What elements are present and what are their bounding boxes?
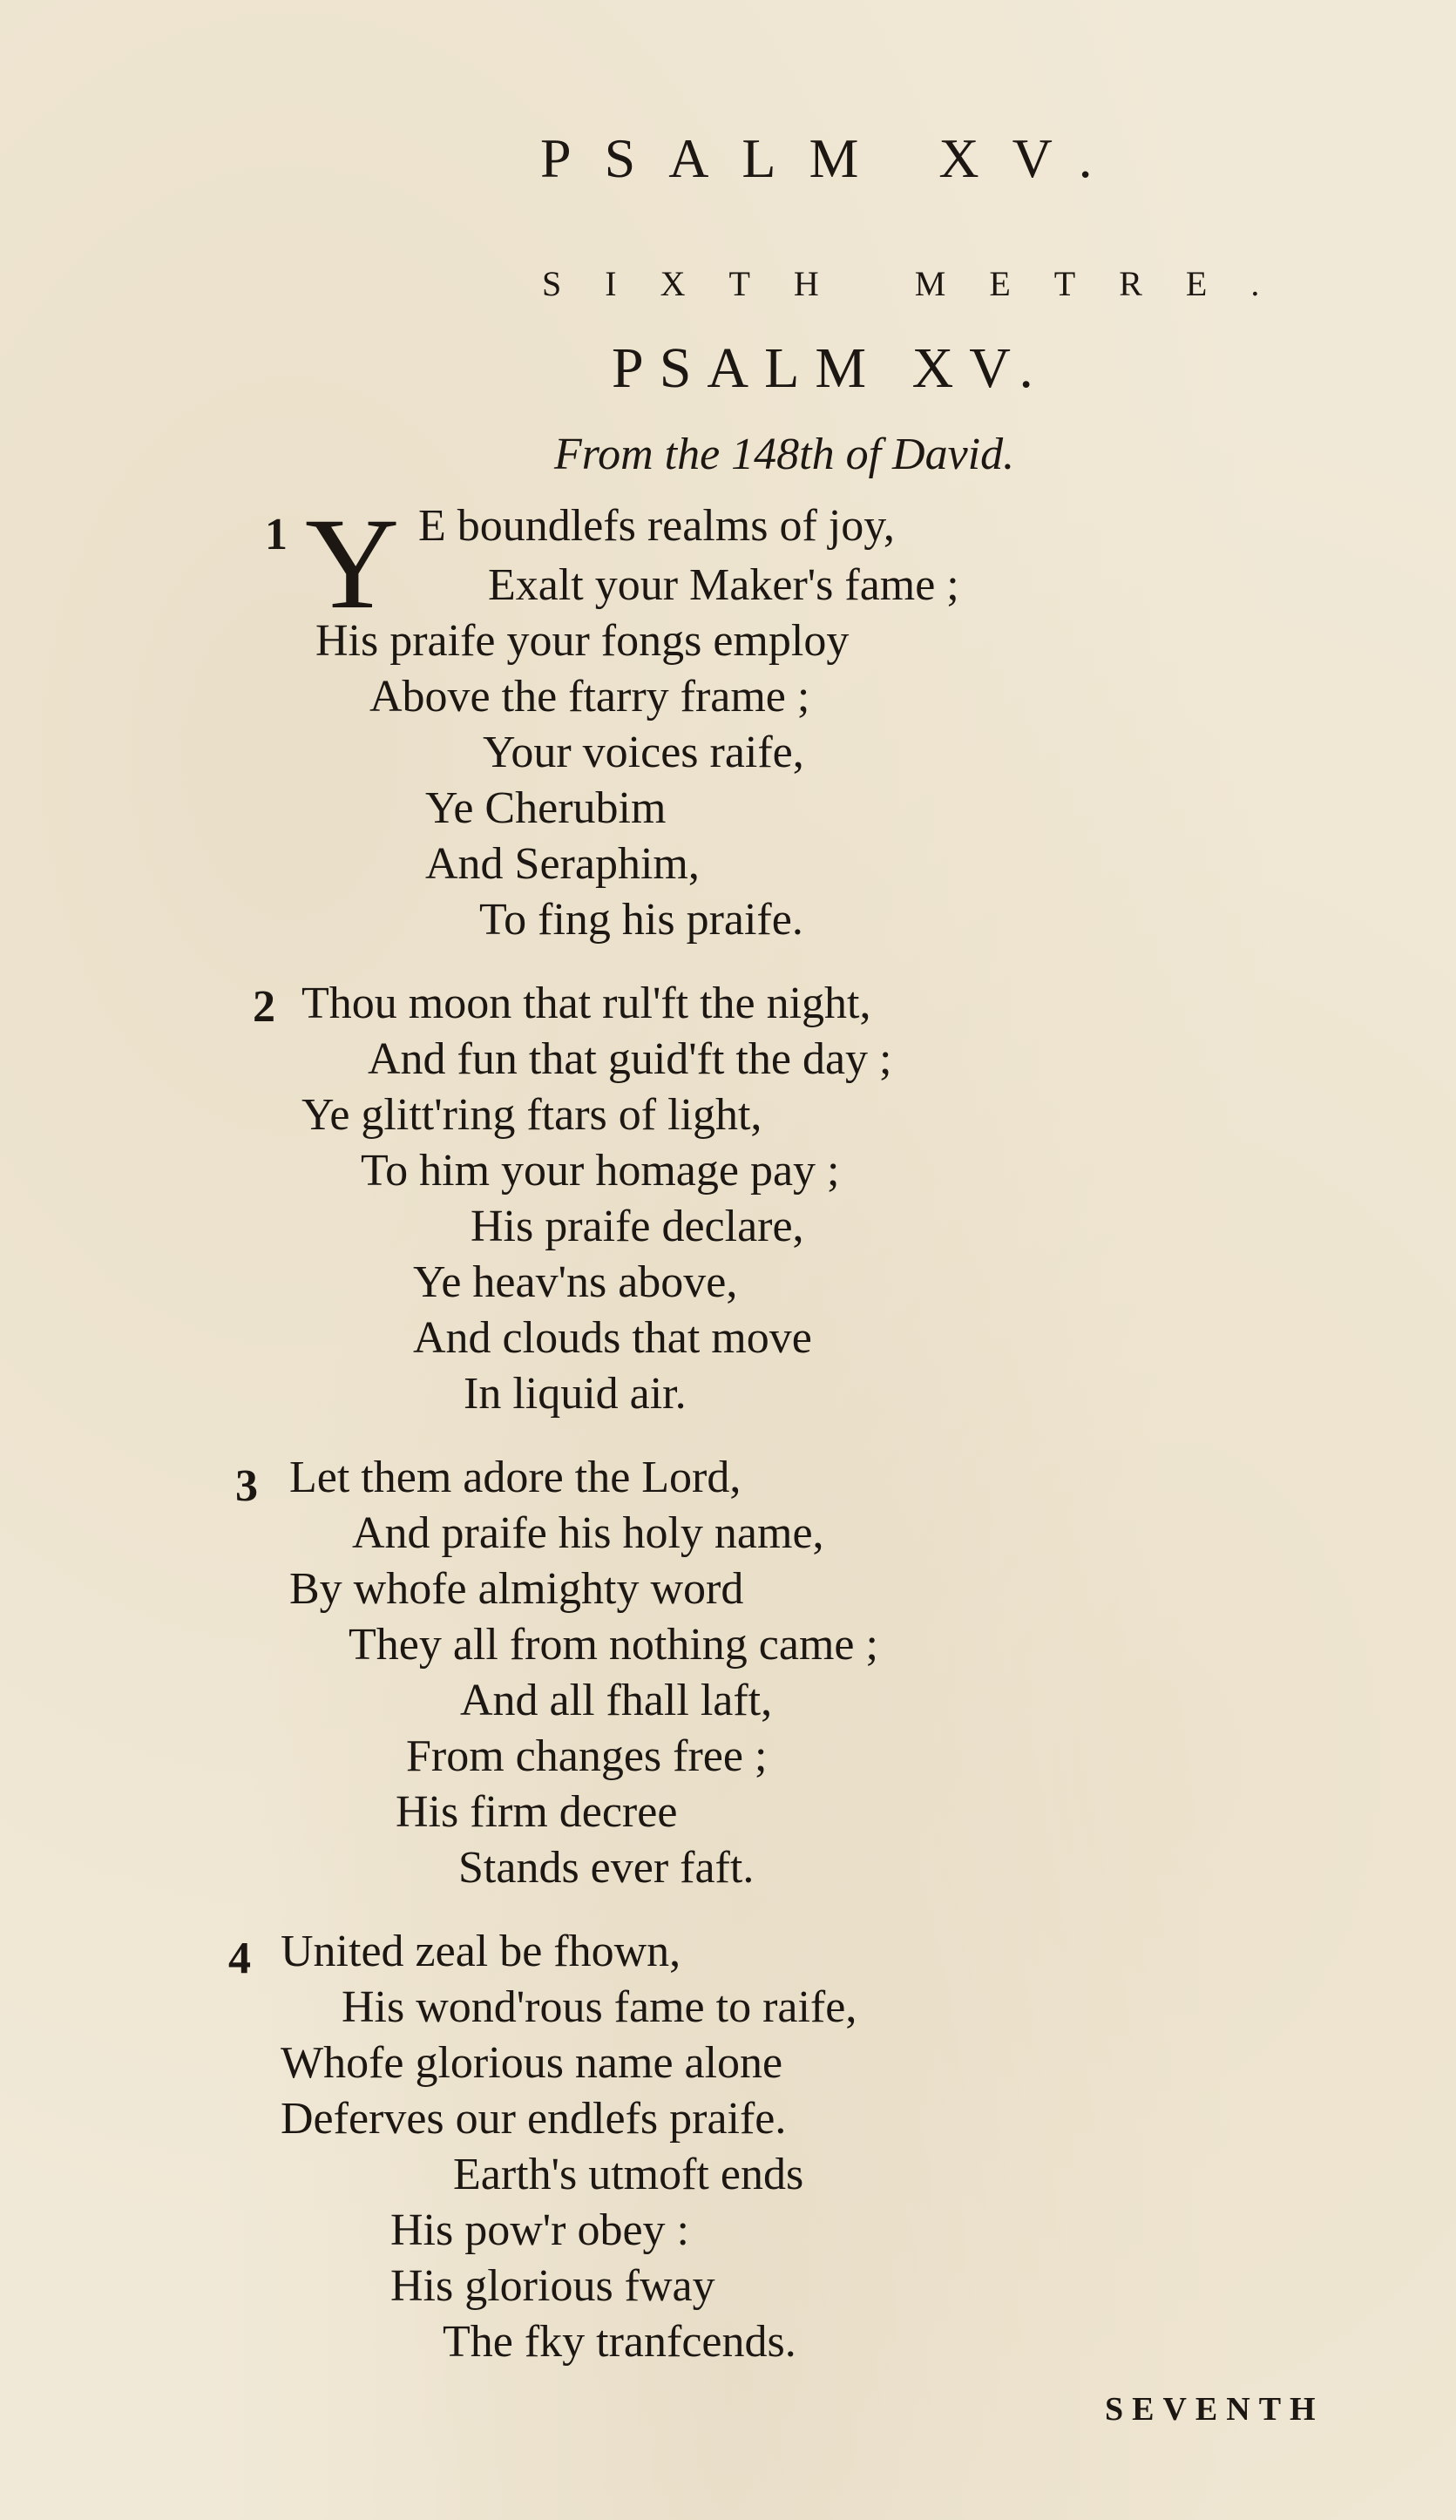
running-head: PSALM XV. bbox=[540, 127, 1126, 189]
psalm-title: PSALM XV. bbox=[612, 336, 1049, 400]
verse-line: Earth's utmoft ends bbox=[453, 2150, 804, 2199]
verse-line: Ye Cherubim bbox=[425, 783, 667, 833]
verse-line: And all fhall laft, bbox=[460, 1676, 773, 1725]
verse-line: From changes free ; bbox=[406, 1731, 768, 1781]
verse-line: Above the ftarry frame ; bbox=[369, 672, 810, 721]
verse-line: To fing his praife. bbox=[479, 895, 803, 945]
verse-number: 4 bbox=[228, 1934, 251, 1983]
verse-line: United zeal be fhown, bbox=[281, 1927, 681, 1976]
verse-line: His firm decree bbox=[396, 1787, 678, 1837]
verse-line: His pow'r obey : bbox=[390, 2205, 690, 2255]
verse-line: Stands ever faft. bbox=[458, 1843, 755, 1893]
verse-line: His wond'rous fame to raife, bbox=[342, 1982, 857, 2032]
verse-line: Ye glitt'ring ftars of light, bbox=[301, 1090, 762, 1140]
verse-line: Your voices raife, bbox=[483, 728, 804, 777]
verse-line: And Seraphim, bbox=[425, 839, 700, 889]
catchword: SEVENTH bbox=[1105, 2391, 1324, 2428]
verse-line: Thou moon that rul'ft the night, bbox=[301, 979, 871, 1028]
verse-line: Exalt your Maker's fame ; bbox=[488, 560, 959, 610]
verse-line: His praife declare, bbox=[471, 1202, 804, 1251]
verse-line: Ye heav'ns above, bbox=[413, 1257, 738, 1307]
verse-line: And fun that guid'ft the day ; bbox=[368, 1034, 892, 1084]
verse-line: In liquid air. bbox=[464, 1369, 687, 1419]
psalm-subtitle: From the 148th of David. bbox=[554, 430, 1015, 479]
verse-line: Whofe glorious name alone bbox=[281, 2038, 783, 2088]
verse-line: E boundlefs realms of joy, bbox=[418, 501, 895, 551]
verse-line: They all from nothing came ; bbox=[349, 1620, 878, 1670]
verse-number: 1 bbox=[265, 510, 288, 559]
metre-heading: SIXTH METRE. bbox=[542, 264, 1304, 303]
verse-line: Deferves our endlefs praife. bbox=[281, 2094, 787, 2144]
verse-line: His praife your fongs employ bbox=[315, 616, 850, 666]
verse-line: And praife his holy name, bbox=[352, 1508, 824, 1558]
verse-number: 2 bbox=[253, 982, 275, 1032]
verse-line: Let them adore the Lord, bbox=[289, 1453, 742, 1502]
verse-line: By whofe almighty word bbox=[289, 1564, 744, 1614]
verse-number: 3 bbox=[235, 1461, 258, 1511]
drop-cap: Y bbox=[305, 491, 400, 636]
verse-line: To him your homage pay ; bbox=[361, 1146, 840, 1196]
verse-line: His glorious fway bbox=[390, 2261, 715, 2311]
verse-line: And clouds that move bbox=[413, 1313, 812, 1363]
verse-line: The fky tranfcends. bbox=[443, 2317, 796, 2367]
